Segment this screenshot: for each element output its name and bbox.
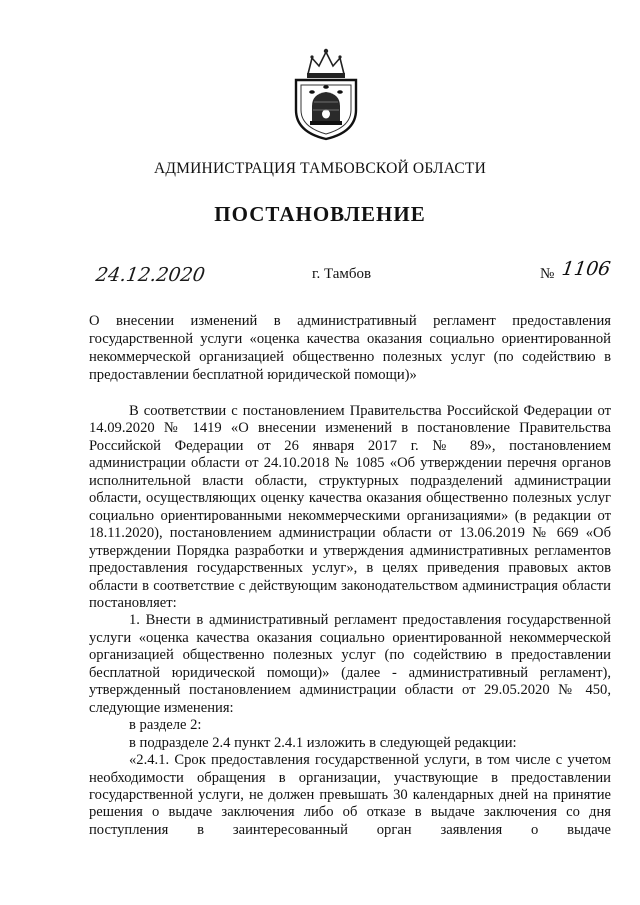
document-city: г. Тамбов bbox=[312, 266, 372, 282]
subsection-paragraph: в подразделе 2.4 пункт 2.4.1 изложить в следующей редакции: bbox=[129, 734, 517, 751]
coat-of-arms-icon bbox=[290, 44, 362, 142]
document-subject: О внесении изменений в административный регламент предоставления государственной услуги «оценка качества оказания социально ориентированной некоммерческой организацией общественно полезных услуг (по содействию в предоставлении бесплатной юридической помощи)» bbox=[89, 313, 611, 383]
document-type-title: ПОСТАНОВЛЕНИЕ bbox=[214, 202, 426, 226]
document-number: 1106 bbox=[560, 258, 612, 280]
organization-title: АДМИНИСТРАЦИЯ ТАМБОВСКОЙ ОБЛАСТИ bbox=[154, 160, 486, 177]
preamble-paragraph: В соответствии с постановлением Правительства Российской Федерации от 14.09.2020 № 1419 «О внесении изменений в постановление Правительства Российской Федерации от 26 января 2017 г. № 89», постановлением администрации области от 24.10.2018 № 1085 «Об утверждении перечня органов исполнительной власти области, структурных подразделений администрации области, осуществляющих оценку качества оказания общественно полезных услуг социально ориентированными некоммерческими организациями» (в редакции от 18.11.2020), постановлением администрации области от 13.06.2019 № 669 «Об утверждении Порядка разработки и утверждения административных регламентов предоставления государственных услуг», в целях приведения правовых актов области в соответствие с действующим законодательством администрация области постановляет: bbox=[89, 403, 611, 611]
item-1-paragraph: 1. Внести в административный регламент предоставления государственной услуги «оценка качества оказания социально ориентированной некоммерческой организацией общественно полезных услуг (по содействию в предоставлении бесплатной юридической помощи)» (далее - административный регламент), утвержденный постановлением администрации области от 29.05.2020 № 450, следующие изменения: bbox=[89, 612, 611, 716]
section-paragraph: в разделе 2: bbox=[129, 717, 202, 734]
clause-paragraph: «2.4.1. Срок предоставления государственной услуги, в том числе с учетом необходимости обращения в организации, участвующие в предоставлении государственной услуги, не должен превышать 30 календарных дней на принятие решения о выдаче заключения либо об отказе в выдаче заключения со дня поступления в заинтересованный орган заявления о выдаче bbox=[89, 752, 611, 838]
document-date: 24.12.2020 bbox=[94, 264, 207, 286]
document-number-label: № bbox=[540, 266, 555, 282]
document-body bbox=[89, 403, 611, 839]
